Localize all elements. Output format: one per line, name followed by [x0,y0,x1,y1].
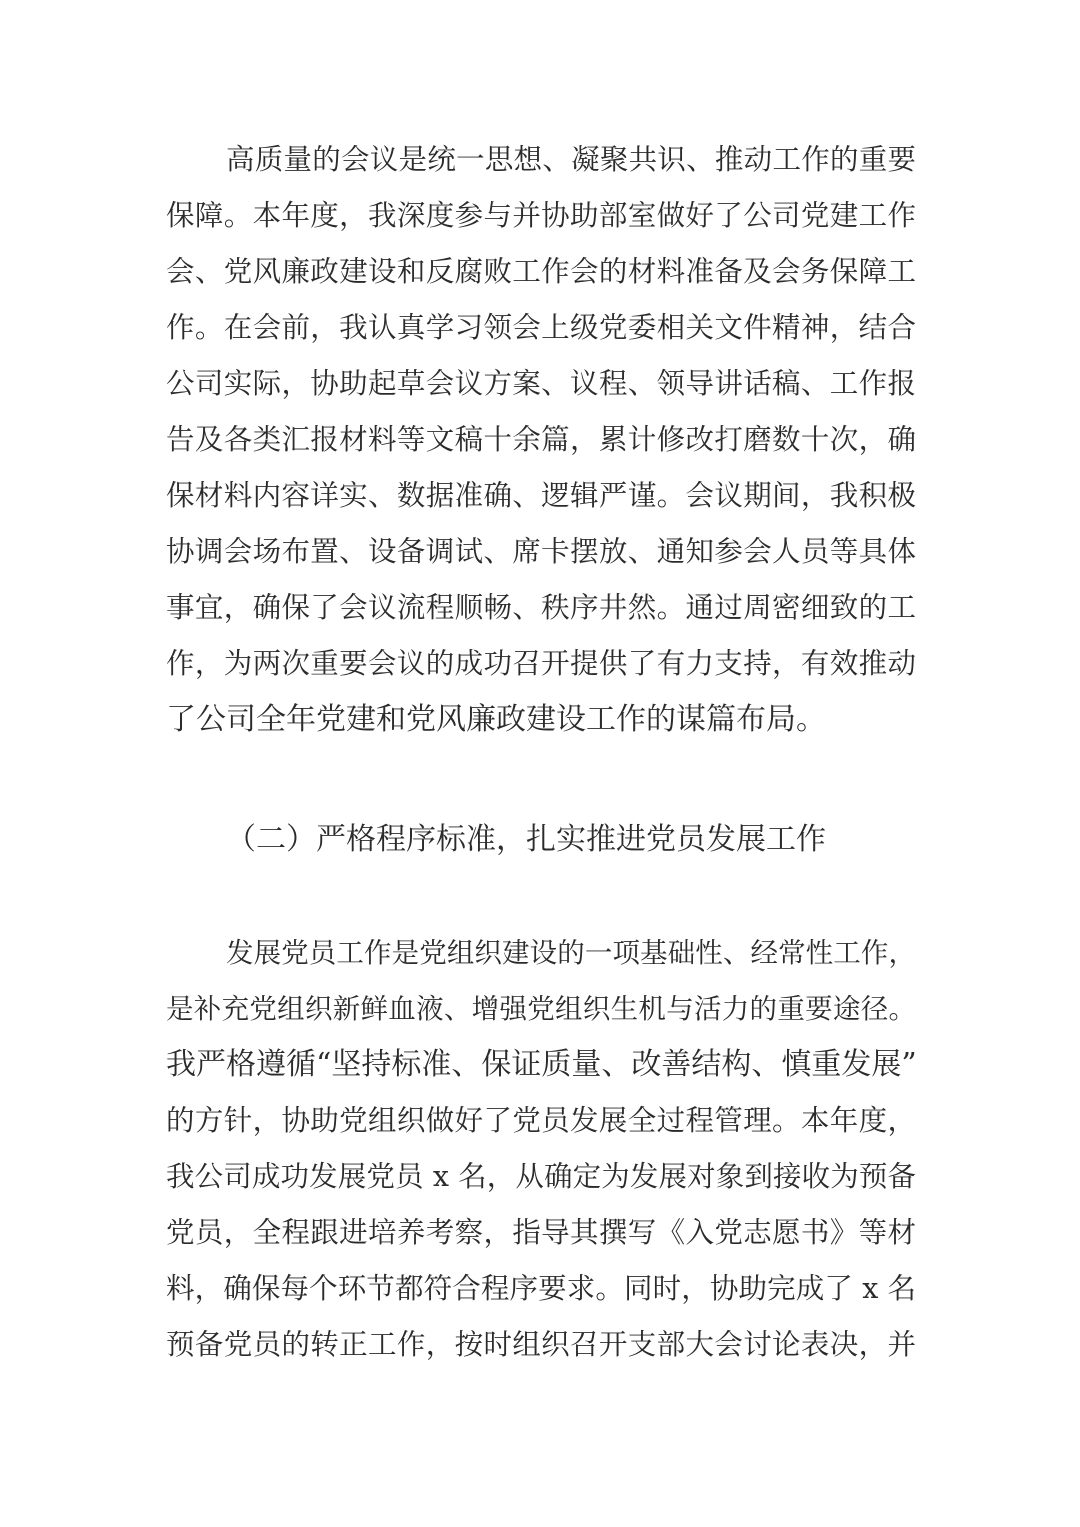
text-line: 我公司成功发展党员 x 名，从确定为发展对象到接收为预备 [166,1160,916,1193]
text-line: 料，确保每个环节都符合程序要求。同时，协助完成了 x 名 [166,1272,916,1305]
text-line: 了公司全年党建和党风廉政建设工作的谋篇布局。 [166,702,826,737]
text-line: 作。在会前，我认真学习领会上级党委相关文件精神，结合 [166,311,916,344]
text-line: 协调会场布置、设备调试、席卡摆放、通知参会人员等具体 [166,535,916,568]
text-line: 保材料内容详实、数据准确、逻辑严谨。会议期间，我积极 [166,479,916,512]
text-line: 作，为两次重要会议的成功召开提供了有力支持，有效推动 [166,647,916,680]
text-line: 的方针，协助党组织做好了党员发展全过程管理。本年度， [166,1104,916,1137]
text-line: 高质量的会议是统一思想、凝聚共识、推动工作的重要 [226,143,916,176]
text-line: 公司实际，协助起草会议方案、议程、领导讲话稿、工作报 [166,367,916,400]
text-line: 告及各类汇报材料等文稿十余篇，累计修改打磨数十次，确 [166,423,916,456]
text-line: 事宜，确保了会议流程顺畅、秩序井然。通过周密细致的工 [166,591,916,624]
section-heading: （二）严格程序标准，扎实推进党员发展工作 [226,822,826,857]
text-line: 我严格遵循“坚持标准、保证质量、改善结构、慎重发展” [166,1047,917,1082]
text-line: 会、党风廉政建设和反腐败工作会的材料准备及会务保障工 [166,255,916,288]
text-line: 是补充党组织新鲜血液、增强党组织生机与活力的重要途径。 [166,993,916,1025]
text-line: 保障。本年度，我深度参与并协助部室做好了公司党建工作 [166,199,916,232]
text-line: 发展党员工作是党组织建设的一项基础性、经常性工作， [226,937,916,969]
text-line: 党员，全程跟进培养考察，指导其撰写《入党志愿书》等材 [166,1216,916,1249]
text-line: 预备党员的转正工作，按时组织召开支部大会讨论表决，并 [166,1328,916,1361]
